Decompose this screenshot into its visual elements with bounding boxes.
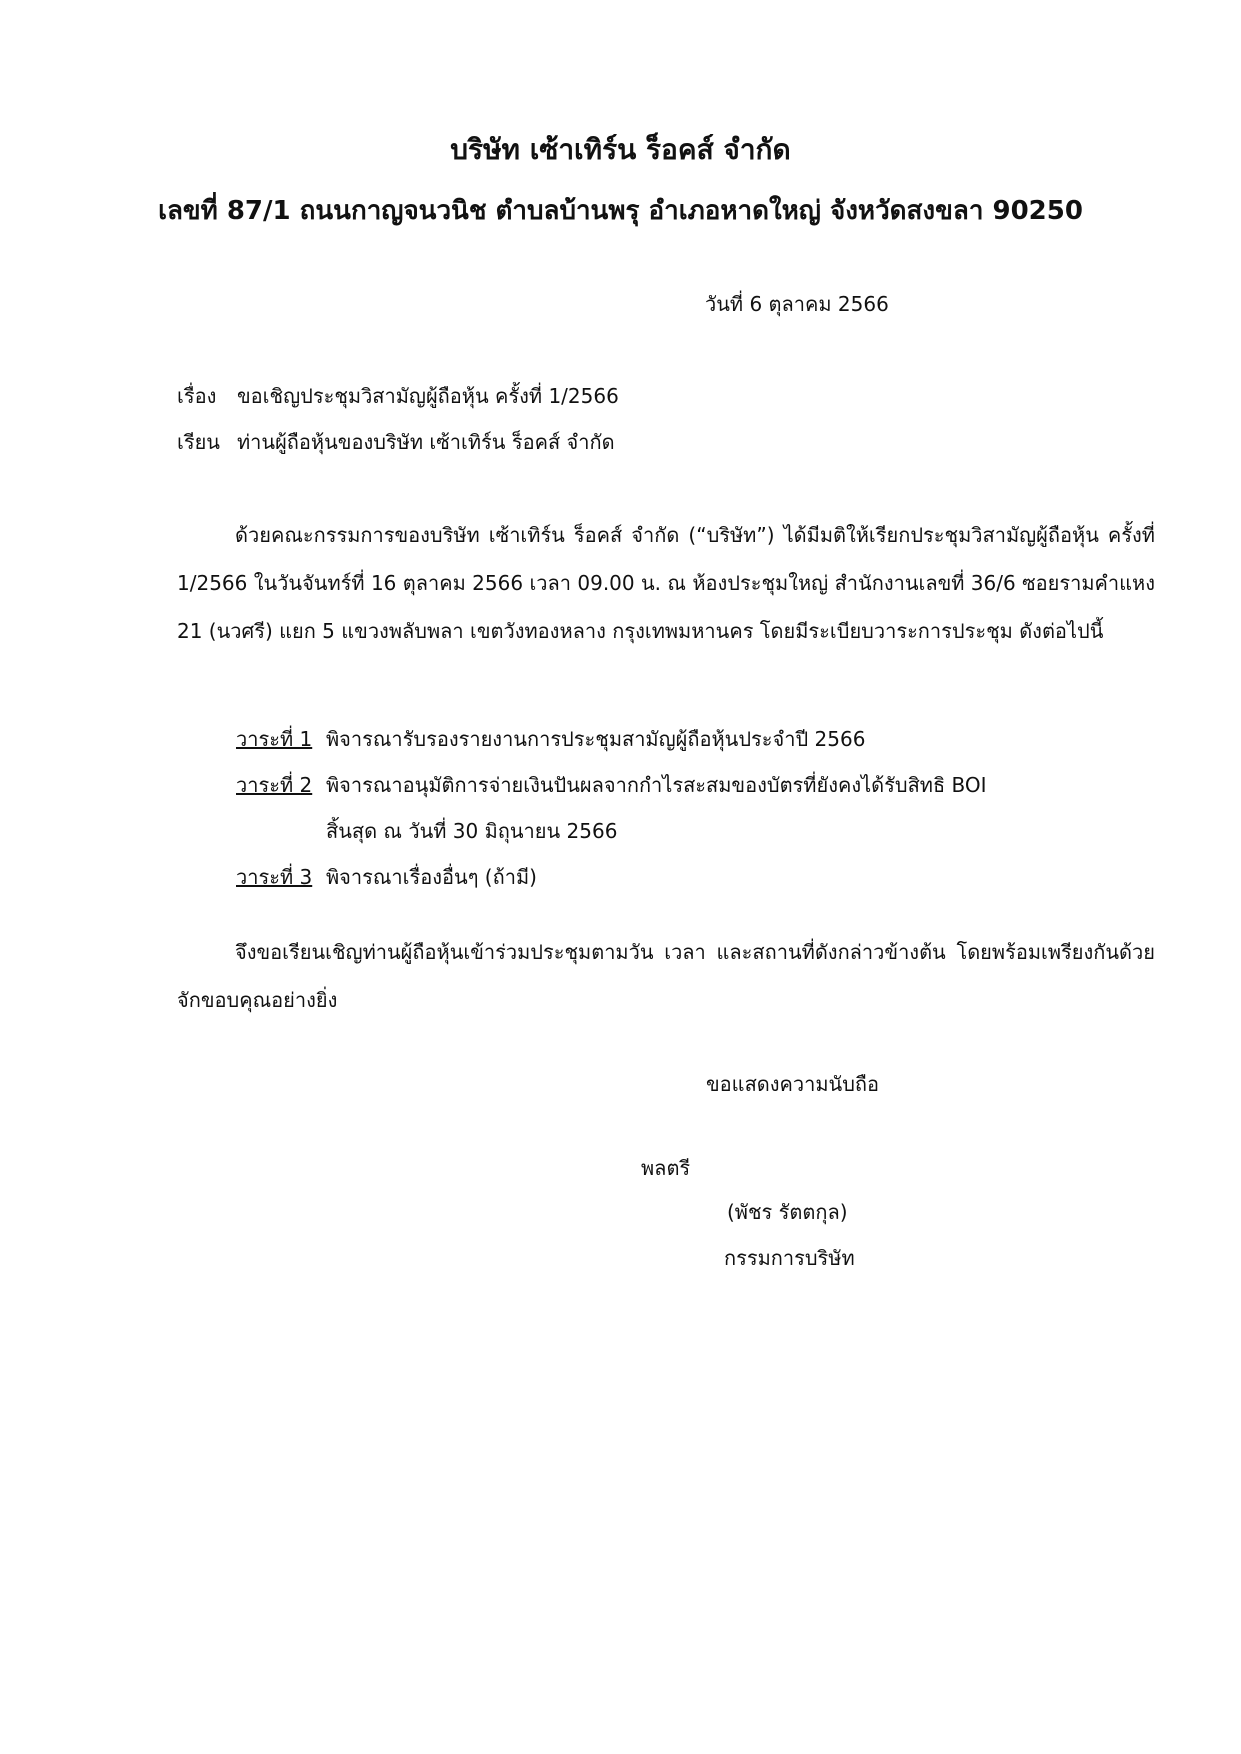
body-paragraph-intro: ด้วยคณะกรรมการของบริษัท เซ้าเทิร์น ร็อคส์ จำกัด (“บริษัท”) ได้มีมติให้เรียกประชุมวิสามัญผู้ถือหุ้น ครั้งที่ 1/2566 ในวันจันทร์ที่ 16 ตุลาคม 2566 เวลา 09.00 น. ณ ห้องประชุมใหญ่ สำนักงานเลขที่ 36/6 ซอยรามคำแหง 21 (นวศรี) แยก 5 แขวงพลับพลา เขตวังทองหลาง กรุงเทพมหานคร โดยมีระเบียบวาระการประชุม ดังต่อไปนี้: [177, 523, 1155, 643]
agenda-list: [236, 716, 987, 900]
recipient-text: ท่านผู้ถือหุ้นของบริษัท เซ้าเทิร์น ร็อคส์ จำกัด: [237, 430, 615, 454]
signer-title: กรรมการบริษัท: [724, 1246, 855, 1270]
company-address: เลขที่ 87/1 ถนนกาญจนวนิช ตำบลบ้านพรุ อำเภอหาดใหญ่ จังหวัดสงขลา 90250: [158, 196, 1083, 226]
agenda-item-2-continuation: สิ้นสุด ณ วันที่ 30 มิถุนายน 2566: [326, 819, 618, 843]
agenda-text: พิจารณารับรองรายงานการประชุมสามัญผู้ถือหุ้นประจำปี 2566: [326, 727, 866, 751]
agenda-item-3: [236, 854, 987, 900]
body-paragraph-invitation: จึงขอเรียนเชิญท่านผู้ถือหุ้นเข้าร่วมประชุมตามวัน เวลา และสถานที่ดังกล่าวข้างต้น โดยพร้อมเพรียงกันด้วย จักขอบคุณอย่างยิ่ง: [177, 940, 1155, 1012]
signer-rank: พลตรี: [641, 1156, 691, 1180]
letter-date: วันที่ 6 ตุลาคม 2566: [705, 292, 889, 316]
recipient-line: [177, 426, 615, 458]
agenda-item-2: [236, 762, 987, 808]
recipient-label: เรียน: [177, 430, 220, 454]
agenda-text: พิจารณาเรื่องอื่นๆ (ถ้ามี): [326, 865, 537, 889]
agenda-label: วาระที่ 2: [236, 773, 313, 797]
agenda-text: พิจารณาอนุมัติการจ่ายเงินปันผลจากกำไรสะสมของบัตรที่ยังคงได้รับสิทธิ BOI: [326, 773, 987, 797]
agenda-label: วาระที่ 1: [236, 727, 313, 751]
subject-text: ขอเชิญประชุมวิสามัญผู้ถือหุ้น ครั้งที่ 1/2566: [237, 384, 619, 408]
subject-line: [177, 380, 619, 412]
subject-label: เรื่อง: [177, 384, 217, 408]
closing-phrase: ขอแสดงความนับถือ: [706, 1072, 880, 1096]
agenda-item-1: [236, 716, 987, 762]
signer-name: (พัชร รัตตกุล): [727, 1200, 848, 1224]
company-name: บริษัท เซ้าเทิร์น ร็อคส์ จำกัด: [450, 133, 791, 166]
agenda-label: วาระที่ 3: [236, 865, 313, 889]
